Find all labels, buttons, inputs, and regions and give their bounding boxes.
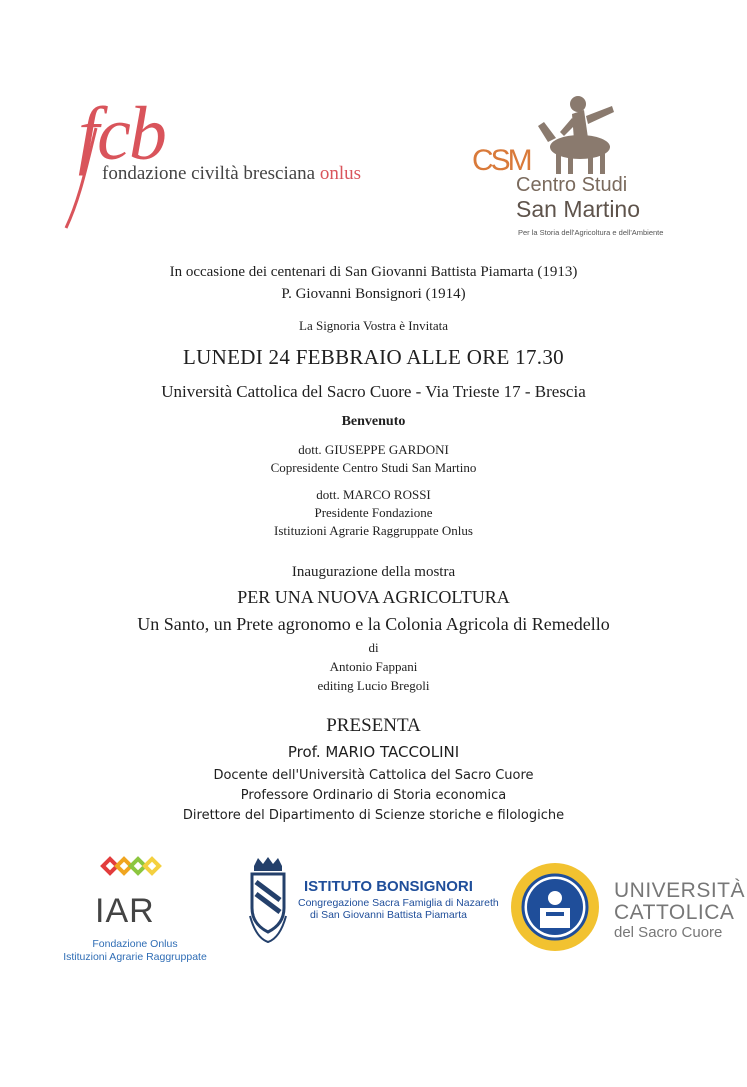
iar-mosaic-icon — [100, 852, 170, 886]
exhibition-subtitle: Un Santo, un Prete agronomo e la Colonia Agricola di Remedello — [137, 614, 610, 634]
bonsignori-name: ISTITUTO BONSIGNORI — [304, 878, 473, 895]
presenter-name: Prof. MARIO TACCOLINI — [287, 743, 460, 761]
fcb-onlus: onlus — [319, 163, 362, 184]
presenter-role-line1: Docente dell'Università Cattolica del Sacro Cuore — [213, 768, 534, 783]
exhibition-by: di — [368, 640, 379, 655]
presenter-heading: PRESENTA — [326, 715, 421, 736]
csm-tagline: Per la Storia dell'Agricoltura e dell'Ambiente — [518, 228, 664, 237]
event-date: LUNEDI 24 FEBBRAIO ALLE ORE 17.30 — [183, 345, 564, 369]
ucsc-line3: del Sacro Cuore — [614, 924, 723, 941]
university-seal-icon — [510, 862, 600, 952]
speaker2-role-line1: Presidente Fondazione — [314, 505, 433, 520]
csm-name-line1: Centro Studi — [516, 174, 628, 196]
exhibition-title: PER UNA NUOVA AGRICOLTURA — [237, 587, 510, 607]
exhibition-intro: Inaugurazione della mostra — [291, 564, 456, 580]
occasion-line-2: P. Giovanni Bonsignori (1914) — [281, 286, 466, 302]
bonsignori-subtitle-line2: di San Giovanni Battista Piamarta — [310, 909, 467, 921]
ucsc-line1: UNIVERSITÀ — [614, 879, 746, 902]
fcb-name: fondazione civiltà bresciana — [102, 163, 316, 184]
csm-monogram: CSM — [472, 144, 530, 177]
fcb-subtitle — [102, 163, 361, 185]
bonsignori-subtitle-line1: Congregazione Sacra Famiglia di Nazareth — [298, 897, 499, 909]
speaker1-role: Copresidente Centro Studi San Martino — [270, 460, 477, 475]
invitation-line: La Signoria Vostra è Invitata — [299, 318, 448, 333]
iar-logo — [50, 852, 220, 964]
iar-acronym: IAR — [95, 892, 155, 930]
horse-rider-statue-icon — [528, 92, 628, 176]
bonsignori-logo — [246, 856, 499, 948]
speaker2-name: dott. MARCO ROSSI — [316, 487, 431, 502]
exhibition-editing: editing Lucio Bregoli — [317, 678, 430, 693]
exhibition-author: Antonio Fappani — [329, 659, 418, 674]
welcome-heading: Benvenuto — [341, 414, 406, 429]
ucsc-line2: CATTOLICA — [614, 901, 735, 924]
speaker1-name: dott. GIUSEPPE GARDONI — [298, 442, 449, 457]
speaker2-role-line2: Istituzioni Agrarie Raggruppate Onlus — [274, 523, 473, 538]
fcb-letters: fcb — [78, 92, 165, 176]
ucsc-wordmark — [614, 880, 744, 940]
csm-logo — [468, 92, 678, 242]
csm-name-line2: San Martino — [516, 196, 641, 222]
occasion-line-1: In occasione dei centenari di San Giovanni Battista Piamarta (1913) — [169, 264, 578, 280]
bonsignori-crest-icon — [246, 856, 290, 944]
iar-subtitle-line1: Fondazione Onlus — [92, 938, 178, 950]
presenter-role-line2: Professore Ordinario di Storia economica — [240, 788, 507, 803]
presenter-role-line3: Direttore del Dipartimento di Scienze storiche e filologiche — [182, 808, 565, 823]
iar-subtitle-line2: Istituzioni Agrarie Raggruppate — [63, 951, 207, 963]
fcb-logo — [56, 88, 386, 238]
event-venue: Università Cattolica del Sacro Cuore - Via Trieste 17 - Brescia — [161, 382, 586, 401]
